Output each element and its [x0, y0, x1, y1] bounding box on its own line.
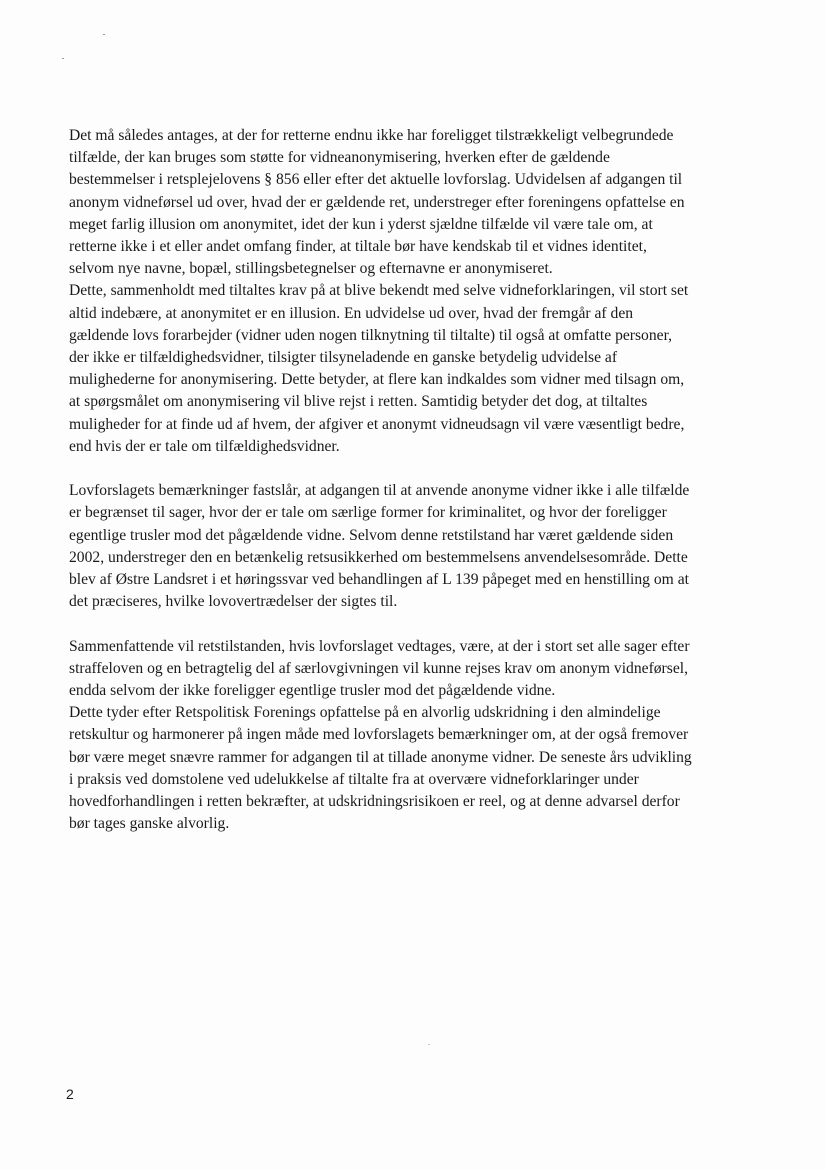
text-line: i praksis ved domstolene ved udelukkelse af tiltalte fra at overvære vidneforklaringer under: [69, 770, 639, 788]
text-line: 2002, understreger den en betænkelig retsusikkerhed om bestemmelsens anvendelsesområde. Dette: [69, 548, 688, 566]
page-number: 2: [66, 1086, 74, 1102]
text-line: selvom nye navne, bopæl, stillingsbetegnelser og efternavne er anonymiseret.: [69, 260, 553, 278]
text-line: Dette tyder efter Retspolitisk Forenings opfattelse på en alvorlig udskridning i den almindelige: [69, 704, 661, 722]
scan-speck: [103, 34, 105, 35]
paragraph-gap: [69, 613, 745, 635]
text-line: Dette, sammenholdt med tiltaltes krav på at blive bekendt med selve vidneforklaringen, vil stort set: [69, 282, 689, 300]
text-line: Lovforslagets bemærkninger fastslår, at adgangen til at anvende anonyme vidner ikke i alle tilfælde: [69, 482, 690, 500]
text-line: meget farlig illusion om anonymitet, idet der kun i yderst sjældne tilfælde vil være tale om, at: [69, 215, 653, 233]
text-line: egentlige trusler mod det pågældende vidne. Selvom denne retstilstand har været gældende siden: [69, 526, 674, 544]
paragraph-2: [69, 280, 745, 458]
text-line: mulighederne for anonymisering. Dette betyder, at flere kan indkaldes som vidner med tilsagn om,: [69, 371, 685, 389]
paragraph-1: [69, 125, 745, 280]
text-line: blev af Østre Landsret i et høringssvar ved behandlingen af L 139 påpeget med en henstilling om at: [69, 571, 689, 589]
text-line: der ikke er tilfældighedsvidner, tilsigter tilsyneladende en ganske betydelig udvidelse af: [69, 349, 618, 367]
text-line: straffeloven og en betragtelig del af særlovgivningen vil kunne rejses krav om anonym vidneførsel,: [69, 659, 688, 677]
text-line: end hvis der er tale om tilfældighedsvidner.: [69, 437, 340, 455]
text-line: hovedforhandlingen i retten bekræfter, at udskridningsrisikoen er reel, og at denne advarsel derfor: [69, 793, 680, 811]
text-line: Sammenfattende vil retstilstanden, hvis lovforslaget vedtages, være, at der i stort set alle sager efter: [69, 637, 690, 655]
text-line: altid indebære, at anonymitet er en illusion. En udvidelse ud over, hvad der fremgår af den: [69, 304, 634, 322]
text-line: tilfælde, der kan bruges som støtte for vidneanonymisering, hverken efter de gældende: [69, 149, 610, 167]
paragraph-3: [69, 480, 745, 613]
text-line: er begrænset til sager, hvor der er tale om særlige former for kriminalitet, og hvor der foreligger: [69, 504, 667, 522]
text-line: det præciseres, hvilke lovovertrædelser der sigtes til.: [69, 593, 398, 611]
paragraph-5: [69, 702, 745, 835]
text-line: anonym vidneførsel ud over, hvad der er gældende ret, understreger efter foreningens opfattelse en: [69, 193, 685, 211]
body-text: [69, 125, 745, 835]
scan-speck: [62, 58, 64, 59]
paragraph-gap: [69, 458, 745, 480]
text-line: gældende lovs forarbejder (vidner uden nogen tilknytning til tiltalte) til også at omfatte personer,: [69, 326, 673, 344]
scan-speck: [428, 1044, 430, 1045]
text-line: bestemmelser i retsplejelovens § 856 eller efter det aktuelle lovforslag. Udvidelsen af adgangen til: [69, 171, 683, 189]
text-line: Det må således antages, at der for retterne endnu ikke har foreligget tilstrækkeligt velbegrundede: [69, 127, 674, 144]
text-line: muligheder for at finde ud af hvem, der afgiver et anonymt vidneudsagn vil være væsentligt bedre,: [69, 415, 685, 433]
text-line: bør være meget snævre rammer for adgangen til at tillade anonyme vidner. De seneste års udvikling: [69, 748, 692, 766]
text-line: retterne ikke i et eller andet omfang finder, at tiltale bør have kendskab til et vidnes identitet,: [69, 238, 647, 256]
text-line: retskultur og harmonerer på ingen måde med lovforslagets bemærkninger om, at der også fremover: [69, 726, 689, 744]
paragraph-4: [69, 636, 745, 703]
text-line: at spørgsmålet om anonymisering vil blive rejst i retten. Samtidig betyder det dog, at tiltaltes: [69, 393, 648, 411]
text-line: bør tages ganske alvorlig.: [69, 815, 230, 833]
text-line: endda selvom der ikke foreligger egentlige trusler mod det pågældende vidne.: [69, 682, 556, 700]
